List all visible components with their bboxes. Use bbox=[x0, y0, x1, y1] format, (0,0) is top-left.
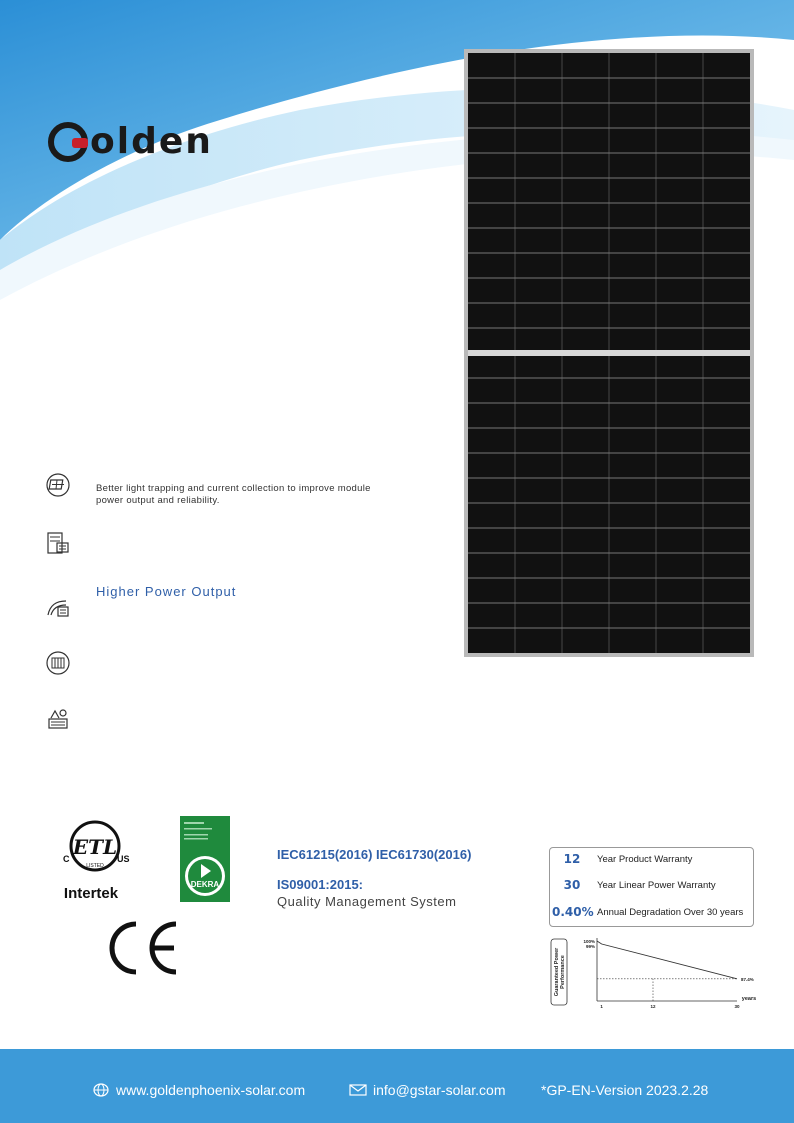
etl-text: ETL bbox=[72, 835, 118, 859]
warranty-label: Year Product Warranty bbox=[597, 854, 693, 865]
feature-text-line: Better light trapping and current collection to improve module bbox=[96, 483, 371, 494]
website-text: www.goldenphoenix-solar.com bbox=[116, 1082, 306, 1098]
ce-mark bbox=[102, 918, 182, 978]
y-value-label: 99% bbox=[585, 944, 595, 949]
logo-g-mark bbox=[48, 122, 88, 162]
email-text: info@gstar-solar.com bbox=[373, 1082, 506, 1098]
footer-bar bbox=[0, 1049, 794, 1123]
panel-layout-icon bbox=[46, 531, 70, 555]
footer-website[interactable] bbox=[92, 1082, 305, 1098]
feature-heading: Higher Power Output bbox=[96, 584, 237, 599]
chart-xlabel: years bbox=[741, 996, 757, 1002]
etl-c-text: C bbox=[63, 854, 70, 864]
busbar-icon bbox=[46, 651, 70, 675]
solar-cell-icon bbox=[46, 473, 70, 497]
chart-ylabel-line2: Performance bbox=[560, 955, 566, 989]
footer-email[interactable] bbox=[349, 1082, 505, 1098]
version-text: *GP-EN-Version 2023.2.28 bbox=[541, 1082, 709, 1098]
dekra-text: DEKRA bbox=[190, 880, 220, 889]
chart-ylabel-line1: Guaranteed Power bbox=[554, 947, 560, 997]
x-tick-label: 30 bbox=[734, 1004, 740, 1009]
warranty-line bbox=[597, 941, 737, 979]
feature-text-line: power output and reliability. bbox=[96, 495, 220, 506]
mail-icon bbox=[349, 1083, 367, 1097]
iec-standards: IEC61215(2016) IEC61730(2016) bbox=[277, 847, 472, 862]
warranty-row bbox=[550, 852, 755, 872]
etl-listed-text: LISTED bbox=[86, 863, 104, 869]
power-wave-icon bbox=[46, 595, 70, 619]
solar-panel-image bbox=[464, 49, 754, 657]
warranty-value: 12 bbox=[563, 852, 581, 866]
dekra-certificate bbox=[180, 816, 230, 902]
globe-icon bbox=[92, 1082, 110, 1098]
brand-name: olden bbox=[90, 121, 213, 162]
warranty-value: 0.40% bbox=[552, 905, 594, 919]
quality-management-text: Quality Management System bbox=[277, 894, 457, 909]
warranty-row bbox=[550, 878, 755, 898]
warranty-value: 30 bbox=[563, 878, 581, 892]
x-tick-label: 12 bbox=[650, 1004, 656, 1009]
installation-icon bbox=[46, 707, 70, 731]
warranty-row bbox=[550, 905, 755, 925]
feature-text bbox=[96, 483, 416, 507]
intertek-text: Intertek bbox=[63, 885, 119, 902]
etl-us-text: US bbox=[117, 854, 130, 864]
brand-logo bbox=[48, 122, 213, 162]
warranty-box bbox=[549, 847, 754, 927]
y-value-label: 100% bbox=[583, 939, 595, 944]
y-value-label: 87.4% bbox=[741, 976, 754, 982]
etl-listed-mark bbox=[55, 814, 135, 904]
power-performance-chart bbox=[549, 933, 759, 1013]
x-tick-label: 1 bbox=[600, 1004, 603, 1009]
iso-standard: IS09001:2015: bbox=[277, 877, 364, 892]
footer-version bbox=[541, 1082, 708, 1098]
warranty-label: Year Linear Power Warranty bbox=[597, 880, 716, 891]
warranty-label: Annual Degradation Over 30 years bbox=[597, 907, 744, 918]
